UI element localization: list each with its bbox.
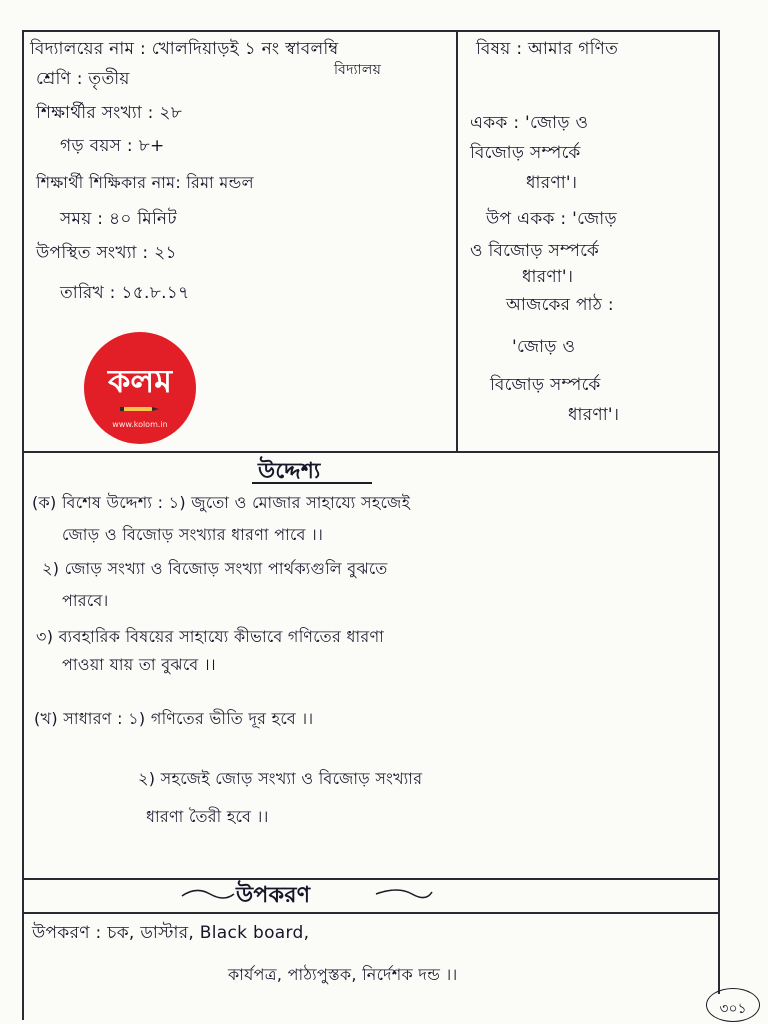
objectives-bottom-rule [22, 878, 720, 880]
frame-right-border [718, 30, 720, 994]
unit-line-3: ধারণা'। [526, 173, 578, 193]
special-objective-line-2: জোড় ও বিজোড় সংখ্যার ধারণা পাবে ।। [62, 525, 324, 544]
unit-line-1: একক : 'জোড় ও [470, 113, 589, 133]
special-objective-line-1: (ক) বিশেষ উদ্দেশ্য : ১) জুতো ও মোজার সাহায্যে সহজেই [32, 493, 411, 512]
pen-icon [120, 404, 160, 414]
today-lesson-line-2: 'জোড় ও [512, 337, 576, 357]
frame-left-border [22, 30, 24, 1020]
heading-flourish-icon [176, 882, 436, 908]
frame-top-border [22, 30, 720, 32]
objective-item-3-line-1: ৩) ব্যবহারিক বিষয়ের সাহায্যে কীভাবে গণিতের ধারণা [36, 627, 385, 646]
unit-line-2: বিজোড় সম্পর্কে [470, 143, 581, 163]
header-column-divider [456, 30, 458, 452]
objective-item-3-line-2: পাওয়া যায় তা বুঝবে ।। [62, 655, 216, 674]
header-bottom-rule [22, 451, 720, 453]
objective-item-2-line-2: পারবে। [62, 591, 109, 610]
today-lesson-label: আজকের পাঠ : [506, 295, 614, 315]
logo-url: www.kolom.in [112, 420, 168, 429]
objectives-heading: উদ্দেশ্য [258, 459, 321, 484]
page-number-badge [706, 988, 760, 1022]
school-name: বিদ্যালয়ের নাম : খোলদিয়াড়ই ১ নং স্বাবলম্বি [30, 39, 339, 59]
materials-heading: উপকরণ [236, 883, 311, 908]
today-lesson-line-4: ধারণা'। [568, 405, 620, 425]
class-field: শ্রেণি : তৃতীয় [36, 69, 130, 89]
today-lesson-line-3: বিজোড় সম্পর্কে [490, 375, 601, 395]
general-objective-line-1: (খ) সাধারণ : ১) গণিতের ভীতি দূর হবে ।। [34, 709, 314, 728]
logo-wordmark: কলম [108, 362, 172, 400]
subunit-line-3: ধারণা'। [522, 267, 574, 287]
student-count-field: শিক্ষার্থীর সংখ্যা : ২৮ [36, 103, 183, 123]
kolom-watermark-logo [84, 332, 196, 444]
general-objective-line-2: ২) সহজেই জোড় সংখ্যা ও বিজোড় সংখ্যার [138, 769, 423, 788]
attendance-field: উপস্থিত সংখ্যা : ২১ [36, 243, 177, 263]
objectives-heading-underline [252, 482, 372, 484]
duration-field: সময় : ৪০ মিনিট [60, 209, 177, 229]
trainee-teacher-field: শিক্ষার্থী শিক্ষিকার নাম: রিমা মন্ডল [36, 173, 254, 192]
materials-line-2: কার্যপত্র, পাঠ্যপুস্তক, নির্দেশক দন্ড ।। [228, 965, 458, 984]
date-field: তারিখ : ১৫.৮.১৭ [60, 283, 190, 303]
general-objective-line-3: ধারণা তৈরী হবে ।। [146, 807, 269, 826]
average-age-field: গড় বয়স : ৮+ [60, 136, 165, 156]
objective-item-2-line-1: ২) জোড় সংখ্যা ও বিজোড় সংখ্যা পার্থক্যগুলি বুঝতে [42, 559, 388, 578]
page-number: ৩০১ [719, 1001, 747, 1017]
subunit-line-1: উপ একক : 'জোড় [486, 209, 617, 229]
subunit-line-2: ও বিজোড় সম্পর্কে [470, 241, 600, 261]
materials-line-1: উপকরণ : চক, ডাস্টার, Black board, [32, 923, 310, 943]
subject-field: বিষয় : আমার গণিত [476, 39, 619, 59]
materials-heading-rule [22, 912, 720, 914]
school-name-continued: বিদ্যালয় [334, 62, 382, 78]
